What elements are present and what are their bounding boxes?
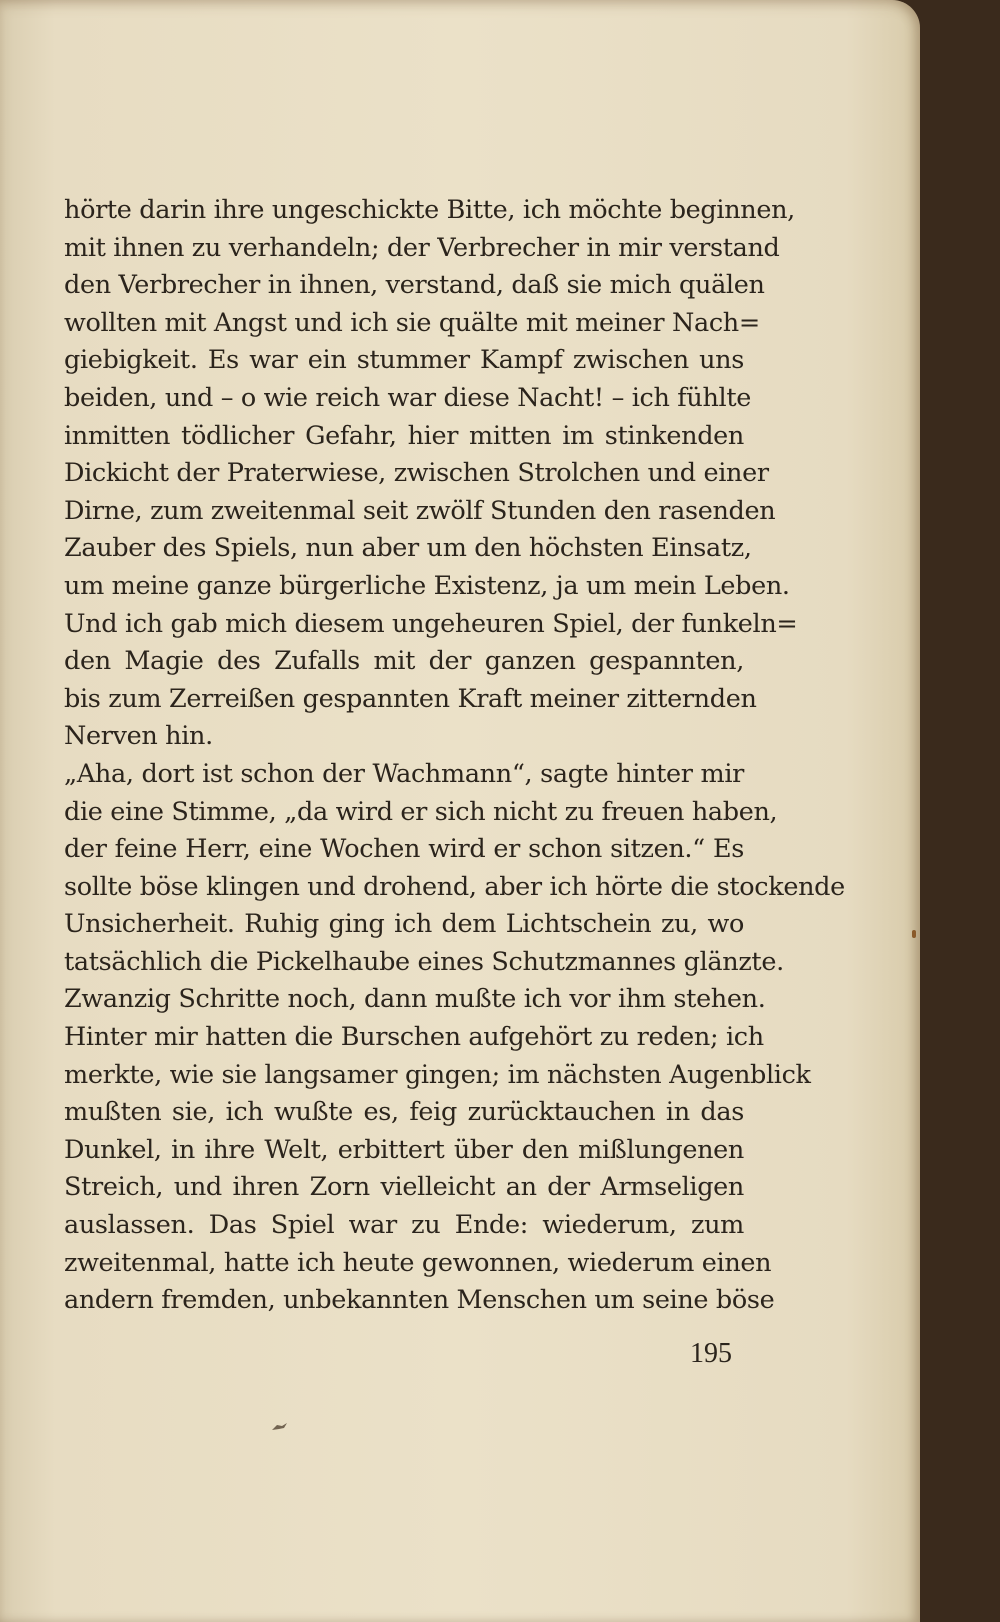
text-line: Dickicht der Praterwiese, zwischen Strolchen und einer xyxy=(64,458,769,489)
text-line: Nerven hin. xyxy=(64,721,213,752)
text-line: Unsicherheit. Ruhig ging ich dem Lichtschein zu, wo xyxy=(64,909,744,940)
ink-stain xyxy=(270,1422,290,1432)
text-line: den Verbrecher in ihnen, verstand, daß sie mich quälen xyxy=(64,270,765,301)
text-line: mit ihnen zu verhandeln; der Verbrecher in mir verstand xyxy=(64,232,780,263)
text-line: Zauber des Spiels, nun aber um den höchsten Einsatz, xyxy=(64,533,752,564)
text-line: zweitenmal, hatte ich heute gewonnen, wiederum einen xyxy=(64,1247,772,1278)
text-line: andern fremden, unbekannten Menschen um seine böse xyxy=(64,1285,775,1316)
text-line: beiden, und – o wie reich war diese Nacht! – ich fühlte xyxy=(64,382,751,413)
page-text xyxy=(64,192,845,1320)
text-line: „Aha, dort ist schon der Wachmann“, sagte hinter mir xyxy=(64,758,744,789)
text-line: inmitten tödlicher Gefahr, hier mitten im stinkenden xyxy=(64,420,744,451)
text-line: wollten mit Angst und ich sie quälte mit meiner Nach= xyxy=(64,307,760,338)
text-line: giebigkeit. Es war ein stummer Kampf zwischen uns xyxy=(64,345,744,376)
text-line: auslassen. Das Spiel war zu Ende: wiederum, zum xyxy=(64,1210,744,1241)
text-line: um meine ganze bürgerliche Existenz, ja um mein Leben. xyxy=(64,570,790,601)
page-number: 195 xyxy=(690,1338,732,1369)
text-line: tatsächlich die Pickelhaube eines Schutzmannes glänzte. xyxy=(64,946,784,977)
text-line: bis zum Zerreißen gespannten Kraft meiner zitternden xyxy=(64,683,757,714)
text-line: die eine Stimme, „da wird er sich nicht zu freuen haben, xyxy=(64,796,778,827)
text-line: Streich, und ihren Zorn vielleicht an der Armseligen xyxy=(64,1172,744,1203)
text-line: Hinter mir hatten die Burschen aufgehört zu reden; ich xyxy=(64,1022,764,1053)
text-line: Und ich gab mich diesem ungeheuren Spiel, der funkeln= xyxy=(64,608,798,639)
text-line: Dunkel, in ihre Welt, erbittert über den mißlungenen xyxy=(64,1134,744,1165)
text-line: der feine Herr, eine Wochen wird er schon sitzen.“ Es xyxy=(64,834,744,865)
text-line: hörte darin ihre ungeschickte Bitte, ich möchte beginnen, xyxy=(64,195,795,225)
text-line: Zwanzig Schritte noch, dann mußte ich vor ihm stehen. xyxy=(64,984,766,1015)
margin-mark xyxy=(912,930,916,938)
text-line: mußten sie, ich wußte es, feig zurücktauchen in das xyxy=(64,1097,744,1128)
text-line: sollte böse klingen und drohend, aber ich hörte die stockende xyxy=(64,871,845,902)
text-line: den Magie des Zufalls mit der ganzen gespannten, xyxy=(64,646,744,677)
text-line: merkte, wie sie langsamer gingen; im nächsten Augenblick xyxy=(64,1059,811,1090)
text-line: Dirne, zum zweitenmal seit zwölf Stunden den rasenden xyxy=(64,495,776,526)
